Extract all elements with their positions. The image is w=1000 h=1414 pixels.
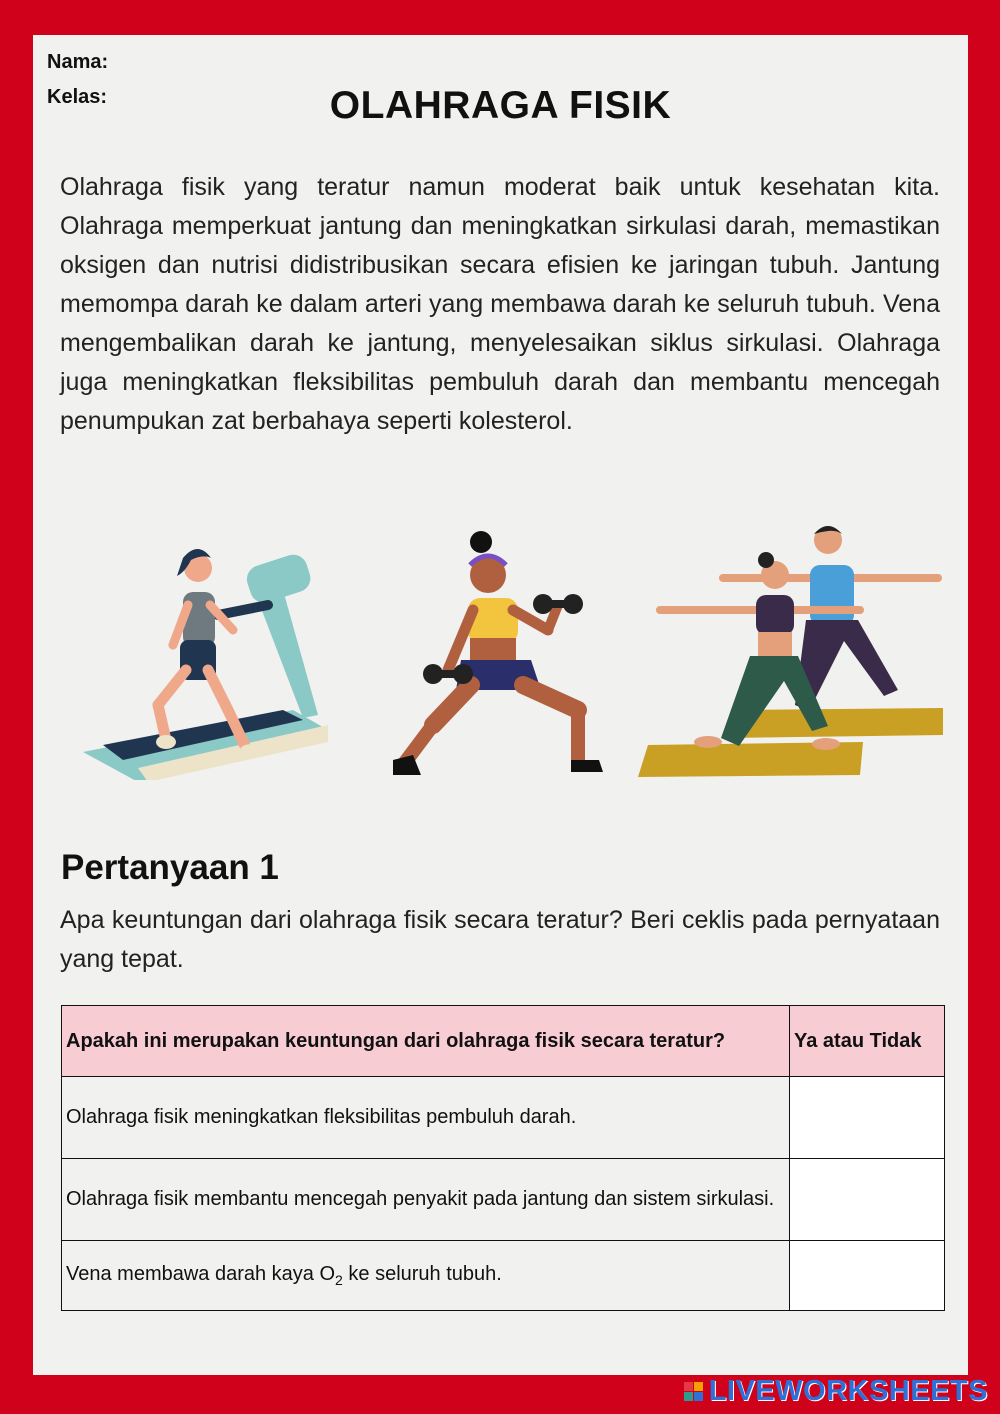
liveworksheets-logo-icon: [684, 1382, 703, 1401]
liveworksheets-brand: [684, 1376, 988, 1406]
statement-cell: Olahraga fisik meningkatkan fleksibilitas pembuluh darah.: [62, 1077, 790, 1159]
table-row: [62, 1159, 945, 1241]
question-text: Apa keuntungan dari olahraga fisik secara teratur? Beri ceklis pada pernyataan yang tepat.: [60, 906, 940, 973]
question-heading: Pertanyaan 1: [61, 848, 279, 887]
page-title: OLAHRAGA FISIK: [329, 84, 672, 127]
statement-column-header: Apakah ini merupakan keuntungan dari olahraga fisik secara teratur?: [62, 1006, 790, 1077]
table-row: [62, 1077, 945, 1159]
statement-suffix: ke seluruh tubuh.: [342, 1263, 502, 1285]
statement-cell: [62, 1241, 790, 1311]
intro-paragraph: Olahraga fisik yang teratur namun moderat baik untuk kesehatan kita. Olahraga memperkuat jantung dan meningkatkan sirkulasi darah, memastikan oksigen dan nutrisi didistribusikan secara efisien ke jaringan tubuh. Jantung memompa darah ke dalam arteri yang membawa darah ke seluruh tubuh. Vena mengembalikan darah ke jantung, menyelesaikan siklus sirkulasi. Olahraga juga meningkatkan fleksibilitas pembuluh darah dan membantu mencegah penumpukan zat berbahaya seperti kolesterol.: [60, 173, 940, 435]
answer-cell-1[interactable]: [790, 1077, 945, 1159]
statement-subscript: 2: [335, 1272, 343, 1288]
treadmill-runner-illustration: [78, 520, 348, 780]
nama-label: Nama:: [47, 51, 109, 73]
answer-table: [61, 1005, 945, 1311]
answer-cell-2[interactable]: [790, 1159, 945, 1241]
answer-cell-3[interactable]: [790, 1241, 945, 1311]
dumbbell-lunge-illustration: [373, 520, 603, 780]
yoga-pair-illustration: [638, 520, 948, 780]
table-row: [62, 1241, 945, 1311]
statement-prefix: Vena membawa darah kaya O: [66, 1263, 336, 1285]
statement-cell: Olahraga fisik membantu mencegah penyakit pada jantung dan sistem sirkulasi.: [62, 1159, 790, 1241]
worksheet-page: [33, 35, 968, 1375]
answer-column-header: Ya atau Tidak: [790, 1006, 945, 1077]
table-header-row: [62, 1006, 945, 1077]
kelas-label: Kelas:: [47, 86, 108, 108]
brand-text: LIVEWORKSHEETS: [708, 1374, 988, 1407]
